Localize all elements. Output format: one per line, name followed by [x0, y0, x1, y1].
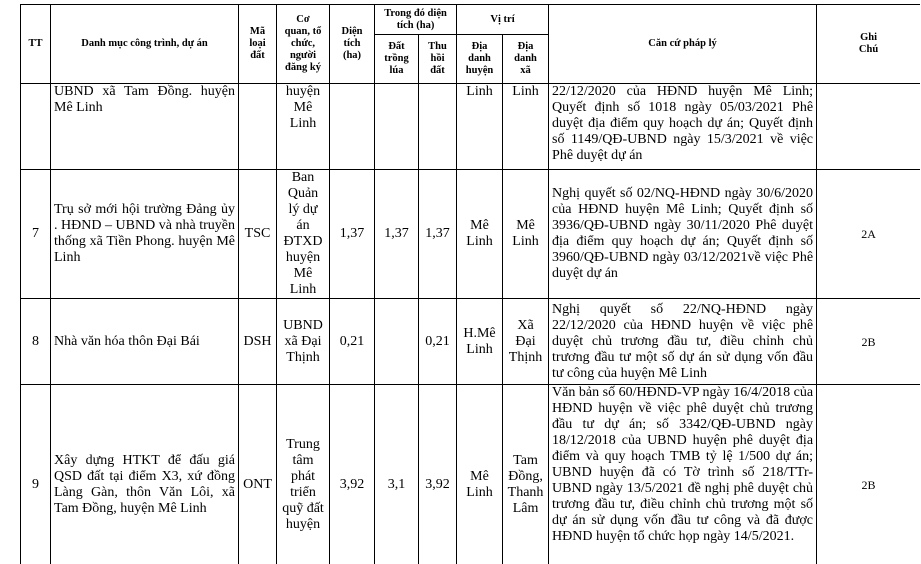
row-commune: Xã Đại Thịnh	[503, 299, 549, 385]
row-land-code: TSC	[239, 170, 277, 299]
row-note: 2B	[817, 299, 920, 385]
row-rice-land: 1,37	[375, 170, 419, 299]
row-tt	[21, 84, 51, 170]
row-agency: huyện Mê Linh	[277, 84, 330, 170]
row-area: 3,92	[330, 385, 375, 564]
table-header	[21, 5, 921, 84]
row-agency: Ban Quản lý dự án ĐTXD huyện Mê Linh	[277, 170, 330, 299]
project-table	[20, 4, 920, 564]
row-commune: Tam Đồng, Thanh Lâm	[503, 385, 549, 564]
row-commune: Linh	[503, 84, 549, 170]
row-area	[330, 84, 375, 170]
row-tt: 7	[21, 170, 51, 299]
row-commune: Mê Linh	[503, 170, 549, 299]
row-note	[817, 84, 920, 170]
row-rice-land	[375, 84, 419, 170]
document-page	[20, 4, 920, 564]
row-district: Mê Linh	[457, 170, 503, 299]
header-district: Địa danh huyện	[457, 35, 503, 84]
row-tt: 9	[21, 385, 51, 564]
header-recovered-land: Thu hồi đất	[419, 35, 457, 84]
table-row	[21, 84, 921, 170]
row-land-code: ONT	[239, 385, 277, 564]
row-legal-basis: 22/12/2020 của HĐND huyện Mê Linh; Quyết định số 1018 ngày 05/03/2021 Phê duyệt địa điểm quy hoạch dự án; Quyết định số 1149/QĐ-UBND ngày 15/3/2021 về việc Phê duyệt dự án	[549, 84, 817, 170]
header-commune: Địa danh xã	[503, 35, 549, 84]
row-tt: 8	[21, 299, 51, 385]
header-rice-land: Đất trồng lúa	[375, 35, 419, 84]
header-tt: TT	[21, 5, 51, 84]
header-within-area: Trong đó diện tích (ha)	[375, 5, 457, 35]
row-recovered-land: 0,21	[419, 299, 457, 385]
row-note: 2A	[817, 170, 920, 299]
header-project-name: Danh mục công trình, dự án	[51, 5, 239, 84]
header-position: Vị trí	[457, 5, 549, 35]
row-agency: Trung tâm phát triển quỹ đất huyện	[277, 385, 330, 564]
row-rice-land: 3,1	[375, 385, 419, 564]
row-land-code: DSH	[239, 299, 277, 385]
row-agency: UBND xã Đại Thịnh	[277, 299, 330, 385]
table-row	[21, 299, 921, 385]
row-rice-land	[375, 299, 419, 385]
row-recovered-land: 1,37	[419, 170, 457, 299]
row-recovered-land: 3,92	[419, 385, 457, 564]
header-note: Ghi Chú	[817, 5, 920, 84]
row-area: 1,37	[330, 170, 375, 299]
row-legal-basis: Nghị quyết số 02/NQ-HĐND ngày 30/6/2020 của HĐND huyện Mê Linh; Quyết định số 3936/QĐ-UBND ngày 30/11/2020 Phê duyệt địa điểm quy hoạch dự án; Quyết định số 3960/QĐ-UBND ngày 03/12/2021về việc Phê duyệt dự án	[549, 170, 817, 299]
row-project-name: UBND xã Tam Đồng. huyện Mê Linh	[51, 84, 239, 170]
row-district: Mê Linh	[457, 385, 503, 564]
row-land-code	[239, 84, 277, 170]
row-district: Linh	[457, 84, 503, 170]
header-legal-basis: Căn cứ pháp lý	[549, 5, 817, 84]
row-note: 2B	[817, 385, 920, 564]
header-land-code: Mã loại đất	[239, 5, 277, 84]
table-row	[21, 385, 921, 564]
row-area: 0,21	[330, 299, 375, 385]
row-project-name: Xây dựng HTKT để đấu giá QSD đất tại điểm X3, xứ đồng Làng Gàn, thôn Văn Lôi, xã Tam Đồng, huyện Mê Linh	[51, 385, 239, 564]
row-project-name: Trụ sở mới hội trường Đảng ủy . HĐND – UBND và nhà truyền thống xã Tiền Phong. huyện Mê Linh	[51, 170, 239, 299]
row-district: H.Mê Linh	[457, 299, 503, 385]
row-project-name: Nhà văn hóa thôn Đại Bái	[51, 299, 239, 385]
row-recovered-land	[419, 84, 457, 170]
row-legal-basis: Văn bản số 60/HĐND-VP ngày 16/4/2018 của HĐND huyện về việc phê duyệt chủ trương đầu tư dự án; số 3342/QĐ-UBND ngày 18/12/2018 của UBND huyện phê duyệt địa điểm và quy hoạch TMB tỷ lệ 1/500 dự án; UBND huyện đã có Tờ trình số 218/TTr-UBND ngày 13/5/2021 đề nghị phê duyệt chủ trương đầu tư, điều chỉnh chủ trương một số dự án sử dụng vốn đầu tư công và đã được HĐND huyện tổ chức họp ngày 14/5/2021.	[549, 385, 817, 564]
header-area: Diện tích (ha)	[330, 5, 375, 84]
table-row	[21, 170, 921, 299]
header-agency: Cơ quan, tổ chức, người đăng ký	[277, 5, 330, 84]
row-legal-basis: Nghị quyết số 22/NQ-HĐND ngày 22/12/2020 của HĐND huyện về việc phê duyệt chủ trương đầu tư, điều chỉnh chủ trương đầu tư một số dự án sử dụng vốn đầu tư công của huyện Mê Linh	[549, 299, 817, 385]
